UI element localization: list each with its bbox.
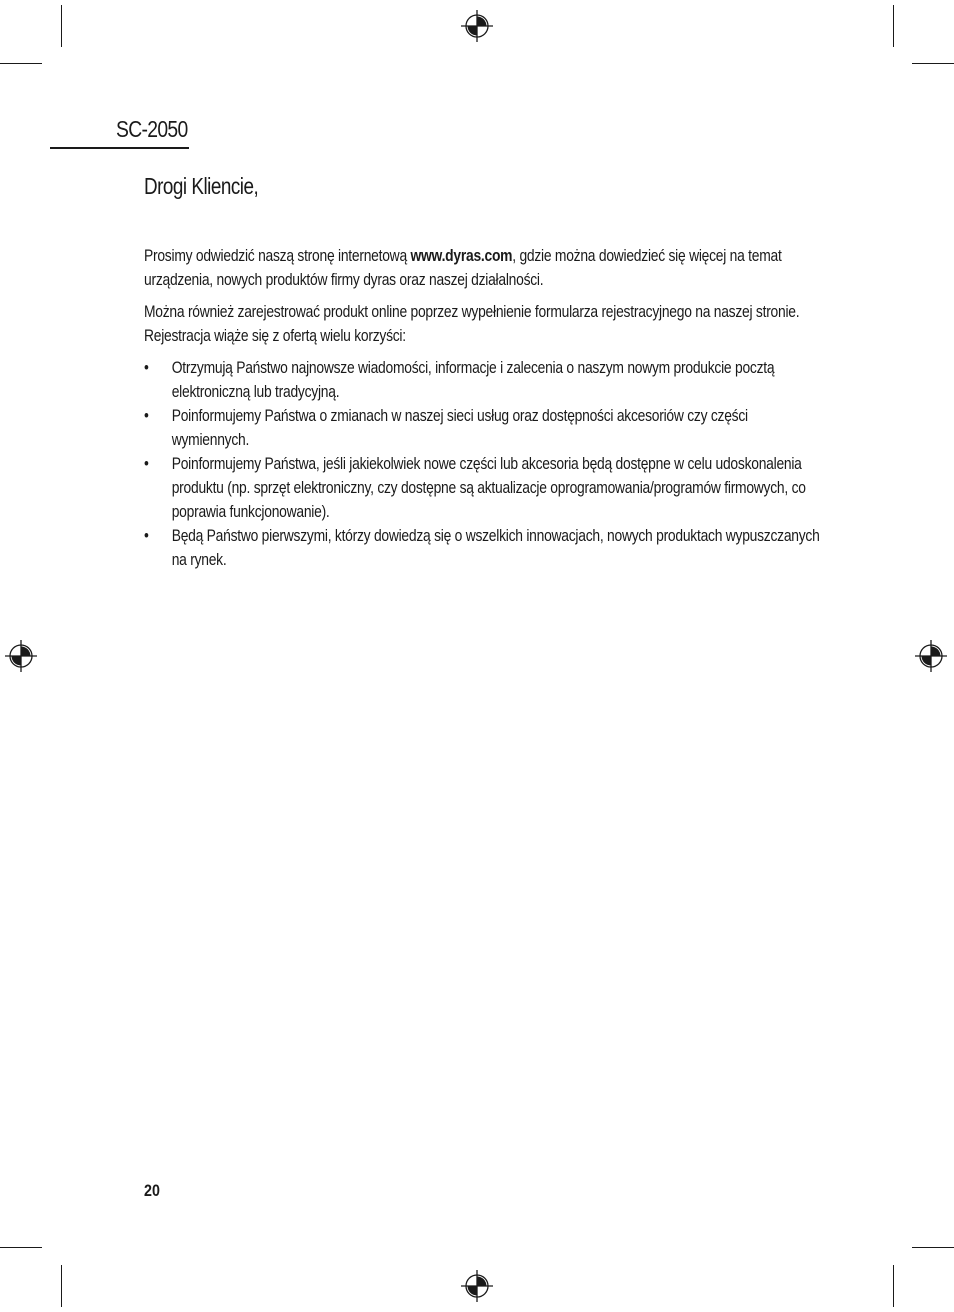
intro-text-line2: urządzenia, nowych produktów firmy dyras oraz naszej działalności. bbox=[144, 271, 544, 289]
list-item bbox=[144, 524, 841, 572]
registration-text-line2: Rejestracja wiąże się z ofertą wielu korzyści: bbox=[144, 327, 406, 345]
registration-mark-icon bbox=[460, 9, 494, 43]
list-item-text: poprawia funkcjonowanie). bbox=[171, 503, 330, 521]
intro-text: Prosimy odwiedzić naszą stronę internetową bbox=[144, 247, 411, 265]
list-item-text: Będą Państwo pierwszymi, którzy dowiedzą się o wszelkich innowacjach, nowych produktach wypuszczanych bbox=[171, 527, 820, 545]
crop-mark-bottom-left-horizontal bbox=[0, 1247, 42, 1248]
list-item-text: Poinformujemy Państwa, jeśli jakiekolwiek nowe części lub akcesoria będą dostępne w celu udoskonalenia bbox=[171, 455, 802, 473]
crop-mark-bottom-right-vertical bbox=[893, 1265, 894, 1307]
list-item-text: produktu (np. sprzęt elektroniczny, czy dostępne są aktualizacje oprogramowania/programów firmowych, co bbox=[171, 479, 806, 497]
body-text bbox=[144, 244, 841, 572]
list-item-text: elektroniczną lub tradycyjną. bbox=[171, 383, 340, 401]
registration-mark-icon bbox=[460, 1269, 494, 1303]
list-item bbox=[144, 356, 841, 404]
crop-mark-top-left-horizontal bbox=[0, 63, 42, 64]
list-item bbox=[144, 452, 841, 524]
registration-paragraph bbox=[144, 300, 841, 348]
model-title: SC-2050 bbox=[116, 116, 188, 142]
crop-mark-top-left-vertical bbox=[61, 5, 62, 47]
bullet-icon: • bbox=[144, 527, 149, 545]
bullet-icon: • bbox=[144, 455, 149, 473]
greeting-heading: Drogi Kliencie, bbox=[144, 173, 259, 199]
page-number: 20 bbox=[144, 1181, 160, 1200]
intro-paragraph bbox=[144, 244, 841, 292]
list-item-text: Otrzymują Państwo najnowsze wiadomości, informacje i zalecenia o naszym nowym produkcie pocztą bbox=[171, 359, 775, 377]
registration-text-line1: Można również zarejestrować produkt online poprzez wypełnienie formularza rejestracyjnego na naszej stronie. bbox=[144, 303, 800, 321]
model-title-underline bbox=[50, 147, 189, 149]
registration-mark-icon bbox=[914, 639, 948, 673]
crop-mark-bottom-left-vertical bbox=[61, 1265, 62, 1307]
website-link[interactable]: www.dyras.com bbox=[410, 247, 513, 265]
intro-text-continued: , gdzie można dowiedzieć się więcej na temat bbox=[512, 247, 782, 265]
crop-mark-bottom-right-horizontal bbox=[912, 1247, 954, 1248]
list-item-text: Poinformujemy Państwa o zmianach w naszej sieci usług oraz dostępności akcesoriów czy części bbox=[171, 407, 748, 425]
crop-mark-top-right-vertical bbox=[893, 5, 894, 47]
bullet-icon: • bbox=[144, 359, 149, 377]
list-item bbox=[144, 404, 841, 452]
benefits-list bbox=[144, 356, 841, 572]
bullet-icon: • bbox=[144, 407, 149, 425]
list-item-text: wymiennych. bbox=[171, 431, 250, 449]
list-item-text: na rynek. bbox=[171, 551, 227, 569]
registration-mark-icon bbox=[4, 639, 38, 673]
crop-mark-top-right-horizontal bbox=[912, 63, 954, 64]
